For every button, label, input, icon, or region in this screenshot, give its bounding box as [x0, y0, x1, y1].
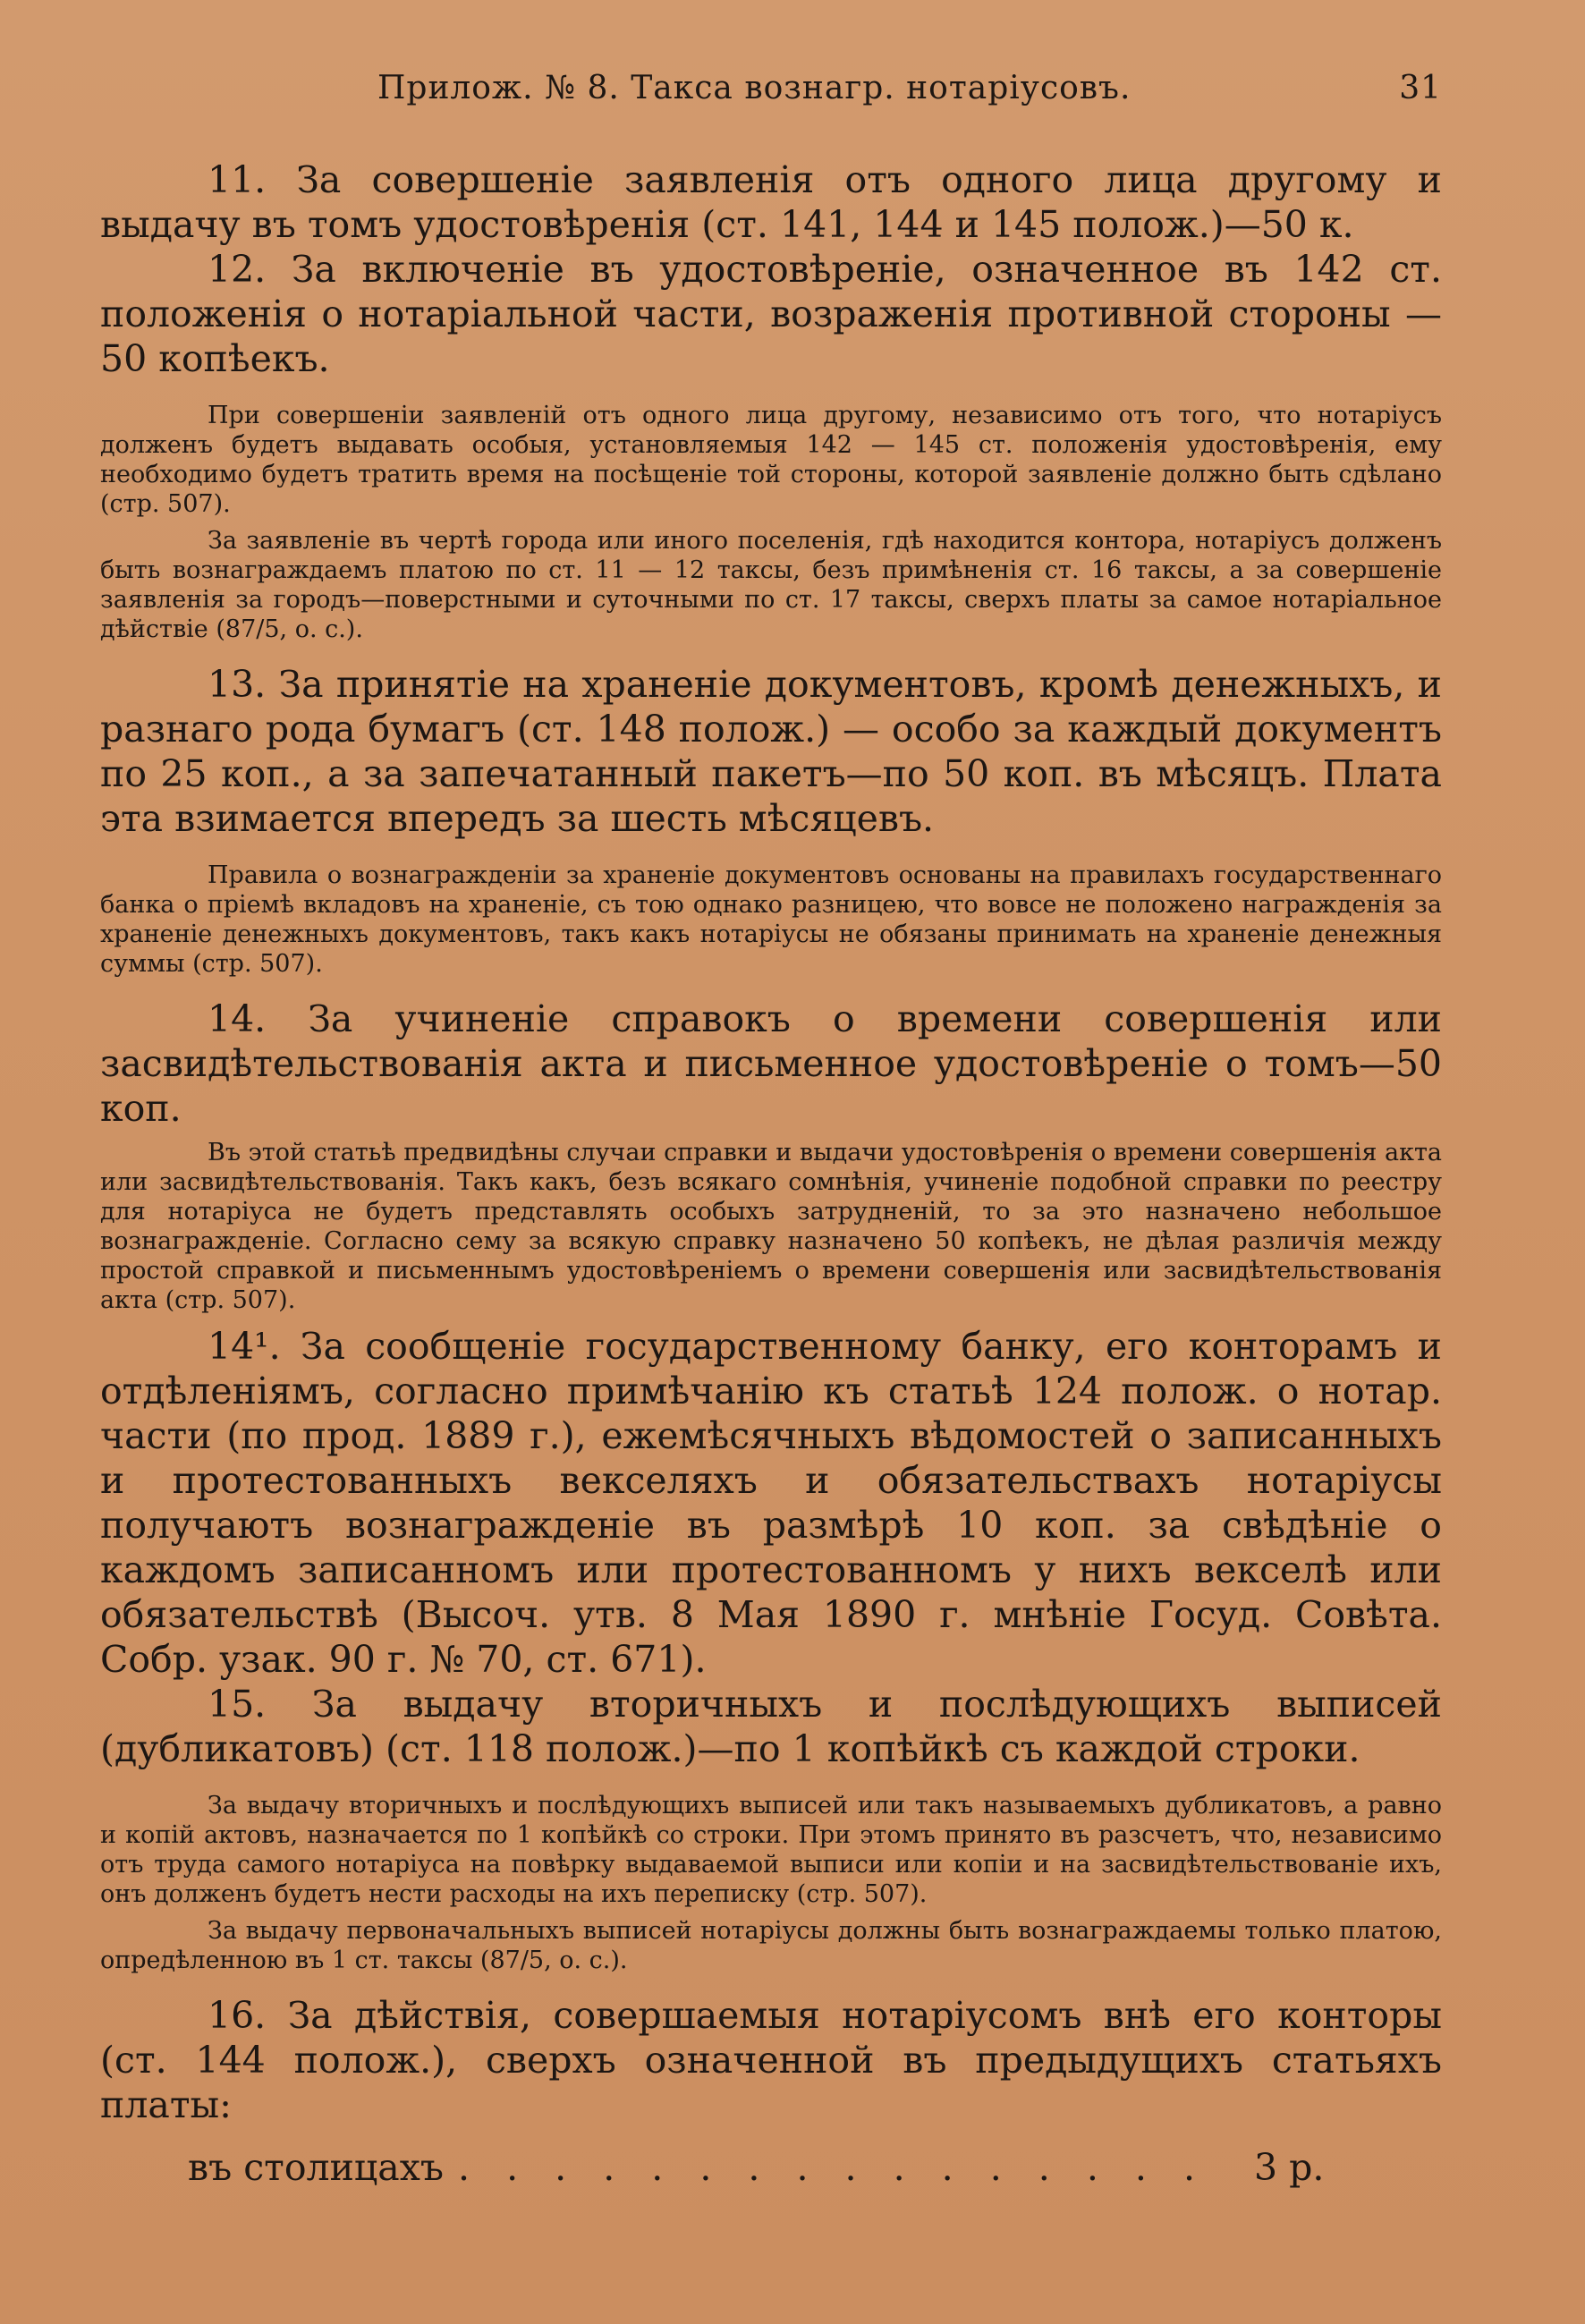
- rate-amount: 3 р.: [1254, 2146, 1325, 2189]
- running-head-title: Прилож. № 8. Такса вознагр. нотаріусовъ.: [377, 70, 1132, 106]
- running-head: [100, 61, 1442, 123]
- article-14: 14. За учиненіе справокъ о времени совершенія или засвидѣтельствованія акта и письменное удостовѣреніе о томъ—50 коп.: [100, 997, 1442, 1130]
- note-12-a: При совершеніи заявленій отъ одного лица другому, независимо отъ того, что нотаріусъ долженъ будетъ выдавать особыя, установляемыя 142 — 145 ст. положенія удостовѣренія, ему необходимо будетъ тратить время на посѣщеніе той стороны, которой заявленіе должно быть сдѣлано (стр. 507).: [100, 402, 1442, 518]
- article-12: 12. За включеніе въ удостовѣреніе, означенное въ 142 ст. положенія о нотаріальной части, возраженія противной стороны — 50 копѣекъ.: [100, 248, 1442, 380]
- note-13: Правила о вознагражденіи за храненіе документовъ основаны на правилахъ государственнаго банка о пріемѣ вкладовъ на храненіе, съ тою однако разницею, что вовсе не положено награжденія за храненіе денежныхъ документовъ, такъ какъ нотаріусы не обязаны принимать на храненіе денежныя суммы (стр. 507).: [100, 861, 1442, 978]
- article-13: 13. За принятіе на храненіе документовъ, кромѣ денежныхъ, и разнаго рода бумагъ (ст. 148 полож.) — особо за каждый документъ по 25 коп., а за запечатанный пакетъ—по 50 коп. въ мѣсяцъ. Плата эта взимается впередъ за шесть мѣсяцевъ.: [100, 663, 1442, 840]
- note-14: Въ этой статьѣ предвидѣны случаи справки и выдачи удостовѣренія о времени совершенія акта или засвидѣтельствованія. Такъ какъ, безъ всякаго сомнѣнія, учиненіе подобной справки по реестру для нотаріуса не будетъ представлять особыхъ затрудненій, то за это назначено небольшое вознагражденіе. Согласно сему за всякую справку назначено 50 копѣекъ, не дѣлая различія между простой справкой и письменнымъ удостовѣреніемъ о времени совершенія или засвидѣтельствованія акта (стр. 507).: [100, 1139, 1442, 1314]
- note-12-b: За заявленіе въ чертѣ города или иного поселенія, гдѣ находится контора, нотаріусъ долженъ быть вознаграждаемъ платою по ст. 11 — 12 таксы, безъ примѣненія ст. 16 таксы, а за совершеніе заявленія за городъ—поверстными и суточными по ст. 17 таксы, сверхъ платы за самое нотаріальное дѣйствіе (87/5, о. с.).: [100, 527, 1442, 643]
- rate-label: въ столицахъ: [188, 2146, 444, 2189]
- page-content: [100, 61, 1442, 2190]
- dot-leader: . . . . . . . . . . . . . . . .: [458, 2146, 1208, 2189]
- article-14-1: 14¹. За сообщеніе государственному банку, его конторамъ и отдѣленіямъ, согласно примѣчанію къ статьѣ 124 полож. о нотар. части (по прод. 1889 г.), ежемѣсячныхъ вѣдомостей о записанныхъ и протестованныхъ векселяхъ и обязательствахъ нотаріусы получаютъ вознагражденіе въ размѣрѣ 10 коп. за свѣдѣніе о каждомъ записанномъ или протестованномъ у нихъ векселѣ или обязательствѣ (Высоч. утв. 8 Мая 1890 г. мнѣніе Госуд. Совѣта. Собр. узак. 90 г. № 70, ст. 671).: [100, 1325, 1442, 1681]
- note-15-b: За выдачу первоначальныхъ выписей нотаріусы должны быть вознаграждаемы только платою, опредѣленною въ 1 ст. таксы (87/5, о. с.).: [100, 1917, 1442, 1974]
- article-15: 15. За выдачу вторичныхъ и послѣдующихъ выписей (дубликатовъ) (ст. 118 полож.)—по 1 копѣйкѣ съ каждой строки.: [100, 1683, 1442, 1770]
- page-number: 31: [1399, 70, 1442, 106]
- article-11: 11. За совершеніе заявленія отъ одного лица другому и выдачу въ томъ удостовѣренія (ст. 141, 144 и 145 полож.)—50 к.: [100, 158, 1442, 246]
- article-16: 16. За дѣйствія, совершаемыя нотаріусомъ внѣ его конторы (ст. 144 полож.), сверхъ означенной въ предыдущихъ статьяхъ платы:: [100, 1994, 1442, 2126]
- note-15-a: За выдачу вторичныхъ и послѣдующихъ выписей или такъ называемыхъ дубликатовъ, а равно и копій актовъ, назначается по 1 копѣйкѣ со строки. При этомъ принято въ разсчетъ, что, независимо отъ труда самого нотаріуса на повѣрку выдаваемой выписи или копіи и на засвидѣтельствованіе ихъ, онъ долженъ будетъ нести расходы на ихъ переписку (стр. 507).: [100, 1792, 1442, 1908]
- rate-line-capitals: [100, 2145, 1442, 2190]
